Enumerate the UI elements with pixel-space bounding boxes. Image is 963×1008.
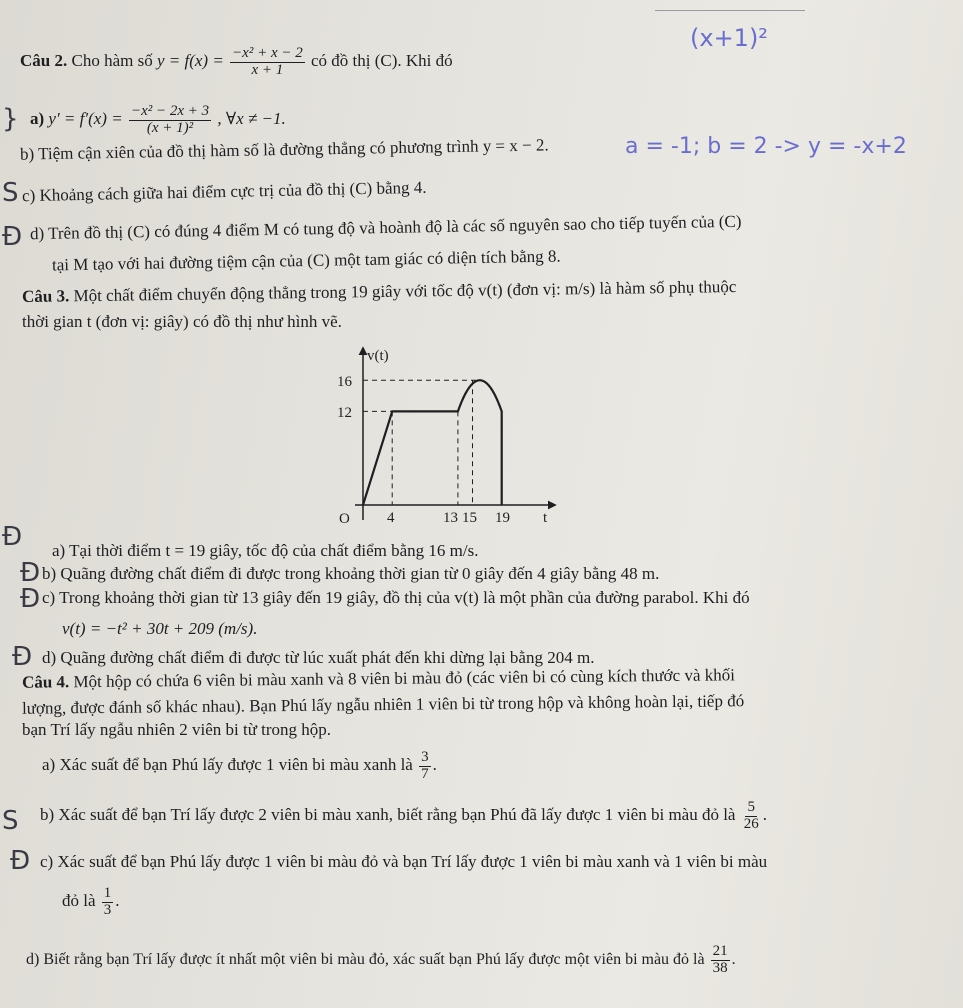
q2-option-b: b) Tiệm cận xiên của đồ thị hàm số là đường thẳng có phương trình y = x − 2. bbox=[19, 135, 549, 164]
y-tick-16: 16 bbox=[337, 374, 352, 390]
q4-title: Câu 4. bbox=[21, 672, 70, 692]
q4-option-c-line2: đỏ là $\frac{1}{3}$ . bbox=[62, 885, 120, 918]
q3-option-c-line2: v(t) = −t² + 30t + 209 (m/s). bbox=[62, 619, 258, 638]
q3-title: Câu 3. bbox=[21, 286, 70, 306]
q2-intro bbox=[20, 46, 453, 79]
x-tick-13: 13 bbox=[443, 510, 458, 526]
q4-intro-line2: lượng, được đánh số khác nhau). Bạn Phú lấy ngẫu nhiên 1 viên bi từ trong hộp và không hoàn lại, tiếp đó bbox=[21, 691, 745, 718]
margin-mark-q4b: S bbox=[2, 806, 19, 836]
q4-option-c-line1: c) Xác suất để bạn Phú lấy được 1 viên bi màu đỏ và bạn Trí lấy được 1 viên bi màu xanh và 1 viên bi màu bbox=[40, 852, 768, 871]
x-tick-4: 4 bbox=[387, 510, 395, 526]
q4-c-fraction: $\frac{1}{3}$ bbox=[103, 885, 112, 918]
margin-mark-q3a: Ð bbox=[2, 522, 23, 552]
velocity-curve bbox=[363, 380, 502, 505]
margin-mark-q2c: S bbox=[2, 178, 19, 208]
margin-mark-q4c: Ð bbox=[10, 846, 31, 876]
handwritten-top-note: (x+1)² bbox=[690, 24, 768, 52]
margin-mark-q3c: Ð bbox=[20, 584, 41, 614]
q3-option-c-line1: c) Trong khoảng thời gian từ 13 giây đến 19 giây, đồ thị của v(t) là một phần của đường parabol. Khi đó bbox=[42, 588, 750, 607]
q3-option-a: a) Tại thời điểm t = 19 giây, tốc độ của chất điểm bằng 16 m/s. bbox=[52, 541, 479, 560]
q2-title: Câu 2. bbox=[20, 51, 68, 71]
q2-option-d-line1: d) Trên đồ thị (C) có đúng 4 điểm M có tung độ và hoành độ là các số nguyên sao cho tiếp tuyến của (C) bbox=[29, 211, 742, 244]
q4-option-d: d) Biết rằng bạn Trí lấy được ít nhất một viên bi màu đỏ, xác suất bạn Phú lấy được một viên bi màu đỏ là $\frac{21}{38}$ . bbox=[26, 943, 736, 976]
q4-b-fraction: $\frac{5}{26}$ bbox=[743, 799, 759, 832]
q3-intro-line2: thời gian t (đơn vị: giây) có đồ thị như hình vẽ. bbox=[22, 312, 342, 331]
q2-option-d-line2: tại M tạo với hai đường tiệm cận của (C) một tam giác có diện tích bằng 8. bbox=[51, 246, 561, 275]
q2-intro-text: Cho hàm số bbox=[71, 51, 153, 71]
q4-option-a: a) Xác suất để bạn Phú lấy được 1 viên bi màu xanh là $\frac{3}{7}$ . bbox=[42, 749, 437, 782]
origin-label: O bbox=[339, 511, 350, 527]
x-axis-label: t bbox=[543, 510, 548, 526]
q4-intro-line1: Câu 4. Một hộp có chứa 6 viên bi màu xanh và 8 viên bi màu đỏ (các viên bi có cùng kích thước và khối bbox=[21, 665, 736, 692]
q2-a-fraction: $\frac{\text{−x² − 2x + 3}}{\text{(x + 1)²}}$ bbox=[130, 103, 210, 136]
q2-option-c: c) Khoảng cách giữa hai điểm cực trị của đồ thị (C) bằng 4. bbox=[21, 177, 427, 206]
q4-a-fraction: $\frac{3}{7}$ bbox=[421, 749, 429, 782]
q2-intro-tail: có đồ thị (C). Khi đó bbox=[311, 51, 453, 71]
handwritten-asymptote-note: a = -1; b = 2 -> y = -x+2 bbox=[625, 134, 907, 159]
q2-func-prefix: y = f(x) = bbox=[156, 51, 224, 71]
q4-d-fraction: $\frac{21}{38}$ bbox=[712, 943, 728, 976]
q3-option-b: b) Quãng đường chất điểm đi được trong khoảng thời gian từ 0 giây đến 4 giây bằng 48 m. bbox=[42, 564, 660, 583]
q4-intro-line3: bạn Trí lấy ngẫu nhiên 2 viên bi từ trong hộp. bbox=[22, 720, 332, 739]
velocity-graph bbox=[325, 340, 565, 530]
top-rule bbox=[655, 10, 805, 11]
margin-mark-q2a: } bbox=[2, 104, 19, 134]
y-axis-label: v(t) bbox=[367, 348, 389, 364]
margin-mark-q3b: Ð bbox=[20, 558, 41, 588]
margin-mark-q2d: Ð bbox=[2, 222, 23, 252]
q4-option-b: b) Xác suất để bạn Trí lấy được 2 viên bi màu xanh, biết rằng bạn Phú đã lấy được 1 viên bi màu đỏ là $\frac{5}{26}$ . bbox=[40, 799, 767, 832]
q3-option-d: d) Quãng đường chất điểm đi được từ lúc xuất phát đến khi dừng lại bằng 204 m. bbox=[42, 648, 595, 667]
x-tick-15: 15 bbox=[462, 510, 477, 526]
q2-option-a: a) y′ = f′(x) = $\frac{\text{−x² − 2x + 3}}{\text{(x + 1)²}}$ , ∀x ≠ −1. bbox=[30, 103, 286, 136]
x-tick-19: 19 bbox=[495, 510, 510, 526]
margin-mark-q3d: Ð bbox=[12, 642, 33, 672]
q2-func-fraction: $\frac{\text{−x² + x − 2}}{x + 1}$ bbox=[232, 45, 303, 78]
q3-intro-line1: Câu 3. Một chất điểm chuyển động thẳng trong 19 giây với tốc độ v(t) (đơn vị: m/s) là hàm số phụ thuộc bbox=[21, 277, 737, 306]
y-tick-12: 12 bbox=[337, 405, 352, 421]
